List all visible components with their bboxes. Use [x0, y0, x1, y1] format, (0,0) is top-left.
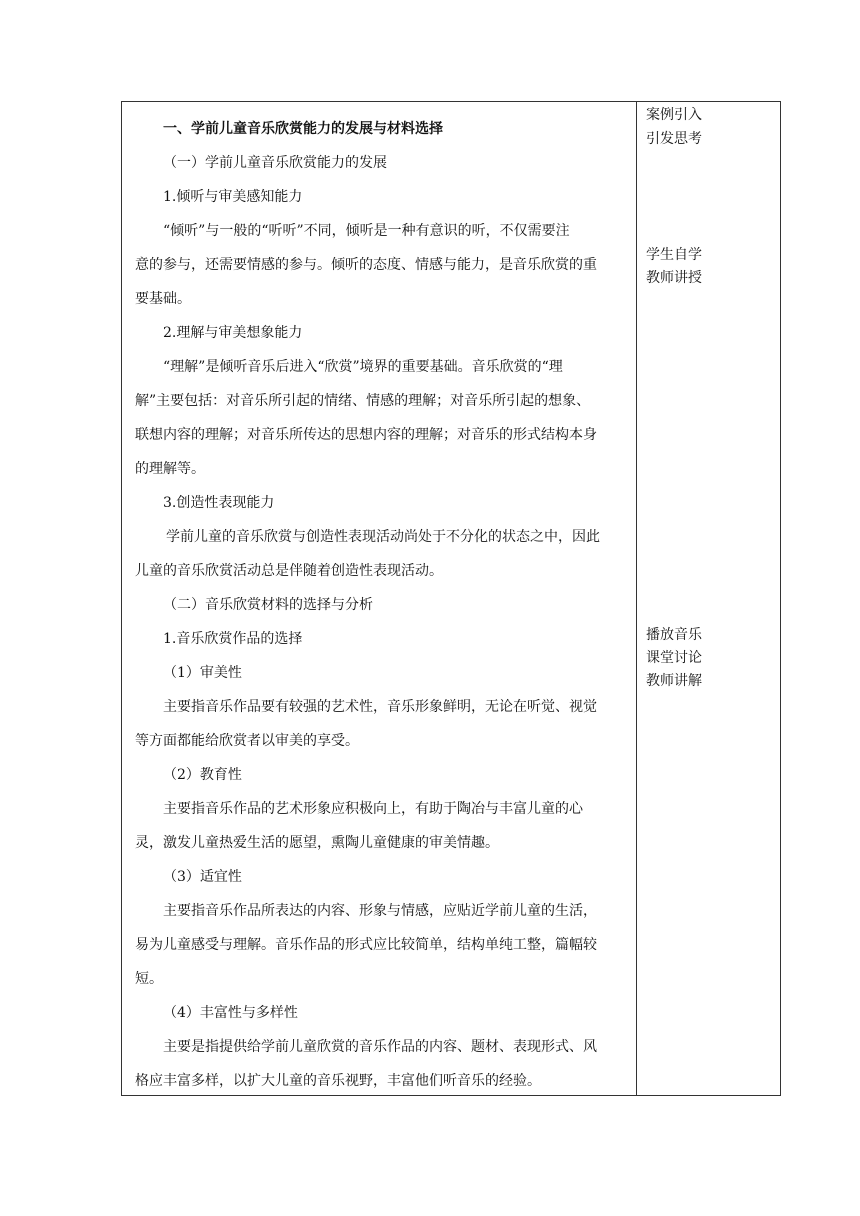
- item-heading: 3.创造性表现能力: [163, 495, 275, 511]
- paragraph-line: “理解”是倾听音乐后进入“欣赏”境界的重要基础。音乐欣赏的“理: [163, 359, 563, 375]
- method-note: 课堂讨论: [646, 650, 702, 666]
- paragraph-line: 儿童的音乐欣赏活动总是伴随着创造性表现活动。: [135, 563, 443, 579]
- sub-item-heading: （2）教育性: [163, 767, 242, 783]
- paragraph-line: “倾听”与一般的“听听”不同，倾听是一种有意识的听，不仅需要注: [163, 223, 570, 239]
- paragraph-line: 主要是指提供给学前儿童欣赏的音乐作品的内容、题材、表现形式、风: [163, 1039, 597, 1055]
- method-column: [637, 102, 780, 1095]
- paragraph-line: 解”主要包括：对音乐所引起的情绪、情感的理解；对音乐所引起的想象、: [135, 393, 591, 409]
- paragraph-line: 的理解等。: [135, 461, 205, 477]
- method-note: 教师讲解: [646, 673, 702, 689]
- method-note: 案例引入: [646, 107, 702, 123]
- method-note: 教师讲授: [646, 270, 702, 286]
- paragraph-line: 要基础。: [135, 291, 191, 307]
- paragraph-line: 等方面都能给欣赏者以审美的享受。: [135, 733, 359, 749]
- subsection-heading: （一）学前儿童音乐欣赏能力的发展: [163, 155, 387, 171]
- item-heading: 2.理解与审美想象能力: [163, 325, 303, 341]
- paragraph-line: 主要指音乐作品的艺术形象应积极向上，有助于陶冶与丰富儿童的心: [163, 801, 583, 817]
- item-heading: 1.倾听与审美感知能力: [163, 189, 303, 205]
- sub-item-heading: （1）审美性: [163, 665, 242, 681]
- paragraph-line: 主要指音乐作品所表达的内容、形象与情感，应贴近学前儿童的生活，: [163, 903, 597, 919]
- subsection-heading: （二）音乐欣赏材料的选择与分析: [163, 597, 373, 613]
- paragraph-line: 学前儿童的音乐欣赏与创造性表现活动尚处于不分化的状态之中，因此: [166, 529, 600, 545]
- sub-item-heading: （4）丰富性与多样性: [163, 1005, 298, 1021]
- paragraph-line: 主要指音乐作品要有较强的艺术性，音乐形象鲜明，无论在听觉、视觉: [163, 699, 597, 715]
- paragraph-line: 易为儿童感受与理解。音乐作品的形式应比较简单，结构单纯工整，篇幅较: [135, 937, 597, 953]
- section-heading: 一、学前儿童音乐欣赏能力的发展与材料选择: [163, 121, 443, 137]
- paragraph-line: 灵，激发儿童热爱生活的愿望，熏陶儿童健康的审美情趣。: [135, 835, 499, 851]
- method-note: 引发思考: [646, 131, 702, 147]
- content-column: [122, 102, 636, 1095]
- paragraph-line: 联想内容的理解；对音乐所传达的思想内容的理解；对音乐的形式结构本身: [135, 427, 597, 443]
- method-note: 学生自学: [646, 247, 702, 263]
- method-note: 播放音乐: [646, 627, 702, 643]
- paragraph-line: 格应丰富多样，以扩大儿童的音乐视野，丰富他们听音乐的经验。: [135, 1073, 541, 1089]
- sub-item-heading: （3）适宜性: [163, 869, 242, 885]
- paragraph-line: 短。: [135, 971, 163, 987]
- lesson-table: [121, 101, 781, 1096]
- paragraph-line: 意的参与，还需要情感的参与。倾听的态度、情感与能力，是音乐欣赏的重: [135, 257, 597, 273]
- item-heading: 1.音乐欣赏作品的选择: [163, 631, 303, 647]
